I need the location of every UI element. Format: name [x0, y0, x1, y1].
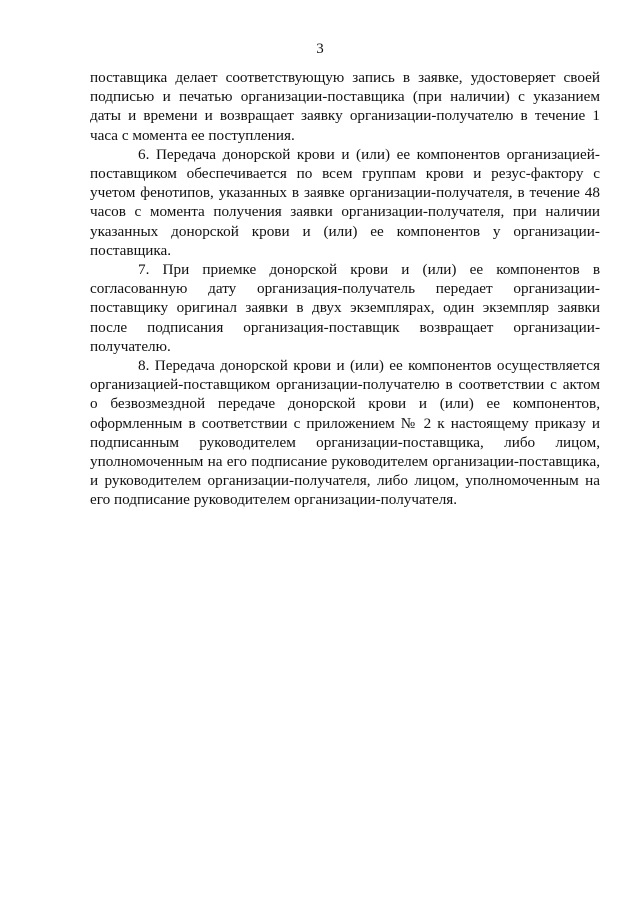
- paragraph-item-8: 8. Передача донорской крови и (или) ее компонентов осуществляется организацией-поставщиком организации-получателю в соответствии с актом о безвозмездной передаче донорской крови и (или) ее компонентов, оформленным в соответствии с приложением № 2 к настоящему приказу и подписанным руководителем организации-поставщика, либо лицом, уполномоченным на его подписание руководителем организации-поставщика, и руководителем организации-получателя, либо лицом, уполномоченным на его подписание руководителем организации-получателя.: [90, 357, 600, 509]
- document-body: [90, 68, 600, 510]
- paragraph-continuation: поставщика делает соответствующую запись в заявке, удостоверяет своей подписью и печатью организации-поставщика (при наличии) с указанием даты и времени и возвращает заявку организации-получателю в течение 1 часа с момента ее поступления.: [90, 69, 600, 144]
- page-number: 3: [316, 41, 324, 57]
- paragraph-item-7: 7. При приемке донорской крови и (или) ее компонентов в согласованную дату организация-получатель передает организации-поставщику оригинал заявки в двух экземплярах, один экземпляр заявки после подписания организация-поставщик возвращает организации-получателю.: [90, 261, 600, 355]
- paragraph-item-6: 6. Передача донорской крови и (или) ее компонентов организацией-поставщиком обеспечивается по всем группам крови и резус-фактору с учетом фенотипов, указанных в заявке организации-получателя, в течение 48 часов с момента получения заявки организации-получателя, при наличии указанных донорской крови и (или) ее компонентов у организации-поставщика.: [90, 145, 600, 259]
